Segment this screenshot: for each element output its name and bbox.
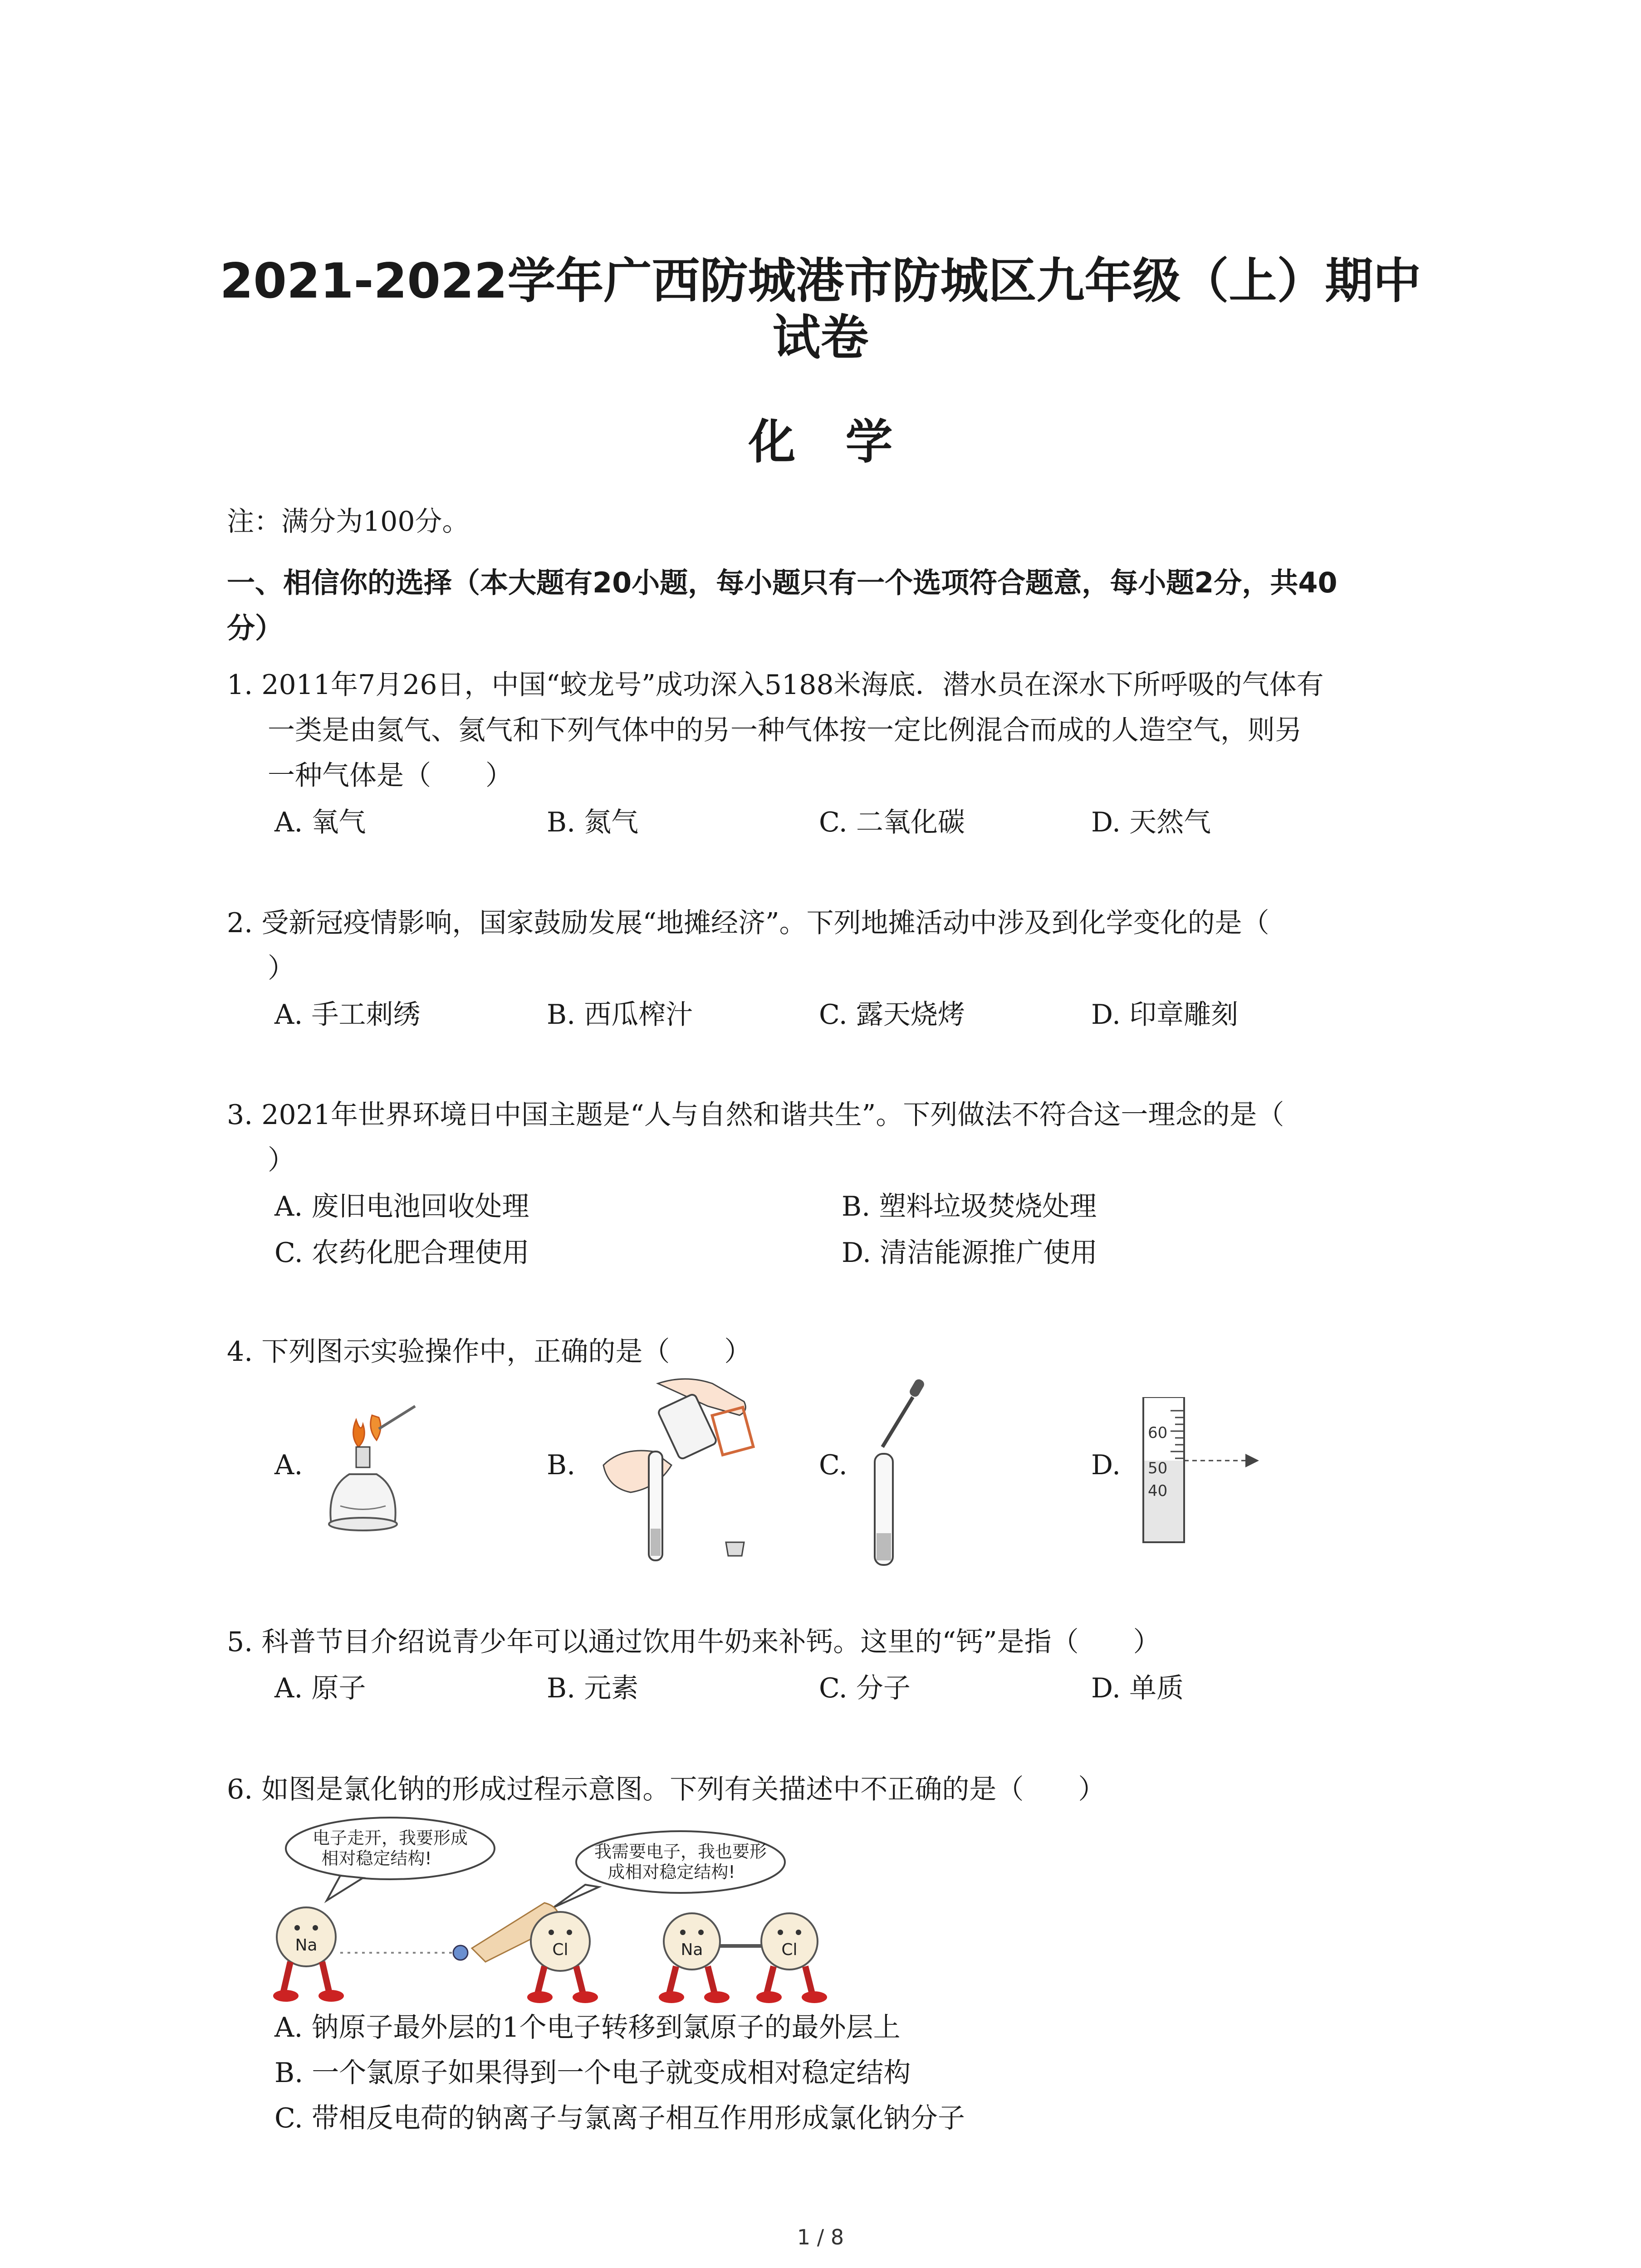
question-1-option-c: C. 二氧化碳 [819,807,965,838]
sodium-ion-character [659,1913,730,2003]
question-2-stem: ） [268,953,295,984]
score-note: 注：满分为100分。 [227,506,470,538]
bubble-1-text: 相对稳定结构! [321,1848,432,1868]
page-title: 2021-2022学年广西防城港市防城区九年级（上）期中 [220,253,1421,309]
question-3-option-d: D. 清洁能源推广使用 [842,1237,1098,1269]
question-4-option-a: A. [274,1449,303,1481]
question-3-option-c: C. 农药化肥合理使用 [274,1237,529,1269]
cylinder-tick-60: 60 [1148,1424,1168,1442]
svg-text:Na: Na [295,1936,318,1955]
question-6-option-c: C. 带相反电荷的钠离子与氯离子相互作用形成氯化钠分子 [274,2102,965,2134]
graduated-cylinder-illustration [1134,1397,1261,1547]
cylinder-tick-50: 50 [1148,1459,1168,1477]
question-5-option-a: A. 原子 [274,1672,366,1704]
question-1-option-b: B. 氮气 [547,807,639,838]
question-3-option-b: B. 塑料垃圾焚烧处理 [842,1191,1097,1222]
question-2-stem: 2. 受新冠疫情影响，国家鼓励发展“地摊经济”。下列地摊活动中涉及到化学变化的是（ [227,907,1269,939]
question-4-option-d: D. [1091,1449,1121,1481]
subject-heading: 化学 [748,414,943,469]
dropper-test-tube-illustration [862,1379,935,1569]
question-2-option-a: A. 手工刺绣 [274,999,421,1031]
svg-text:Cl: Cl [781,1941,798,1959]
sodium-atom-character [273,1907,344,2002]
question-6-option-b: B. 一个氯原子如果得到一个电子就变成相对稳定结构 [274,2057,911,2089]
chlorine-atom-character [527,1912,598,2003]
question-5-option-c: C. 分子 [819,1672,911,1704]
page-number: 1 / 8 [797,2225,844,2249]
question-2-option-b: B. 西瓜榨汁 [547,999,693,1031]
bubble-1-text: 电子走开，我要形成 [312,1828,468,1848]
sodium-chloride-formation-diagram [272,1817,839,2007]
question-1-option-a: A. 氧气 [274,807,366,838]
question-4-stem: 4. 下列图示实验操作中，正确的是（ ） [227,1336,752,1368]
question-1-stem: 一类是由氦气、氦气和下列气体中的另一种气体按一定比例混合而成的人造空气，则另 [268,714,1302,746]
question-2-option-c: C. 露天烧烤 [819,999,965,1031]
question-6-option-a: A. 钠原子最外层的1个电子转移到氯原子的最外层上 [274,2012,901,2043]
question-4-option-c: C. [819,1449,847,1481]
cylinder-tick-40: 40 [1148,1482,1168,1500]
page-title-continued: 试卷 [772,310,869,366]
svg-text:Na: Na [681,1941,703,1959]
question-1-stem: 一种气体是（ ） [268,760,513,792]
alcohol-lamp-illustration [313,1402,417,1533]
bubble-2-text: 我需要电子，我也要形 [594,1842,767,1862]
question-5-option-b: B. 元素 [547,1672,639,1704]
pouring-liquid-illustration [594,1374,767,1565]
question-3-stem: 3. 2021年世界环境日中国主题是“人与自然和谐共生”。下列做法不符合这一理念的是（ [227,1099,1284,1131]
question-1-stem: 1. 2011年7月26日，中国“蛟龙号”成功深入5188米海底．潜水员在深水下所呼吸的气体有 [227,669,1324,701]
bubble-2-text: 成相对稳定结构! [607,1862,735,1882]
chloride-ion-character [756,1913,827,2003]
question-3-stem: ） [268,1144,295,1176]
question-4-option-b: B. [547,1449,576,1481]
section-heading-continued: 分） [227,611,284,645]
section-heading: 一、相信你的选择（本大题有20小题，每小题只有一个选项符合题意，每小题2分，共40 [227,566,1337,599]
question-1-option-d: D. 天然气 [1091,807,1211,838]
question-5-stem: 5. 科普节目介绍说青少年可以通过饮用牛奶来补钙。这里的“钙”是指（ ） [227,1626,1161,1658]
question-6-stem: 6. 如图是氯化钠的形成过程示意图。下列有关描述中不正确的是（ ） [227,1774,1106,1805]
svg-text:Cl: Cl [552,1941,568,1959]
question-2-option-d: D. 印章雕刻 [1091,999,1239,1031]
question-5-option-d: D. 单质 [1091,1672,1184,1704]
question-3-option-a: A. 废旧电池回收处理 [274,1191,529,1222]
